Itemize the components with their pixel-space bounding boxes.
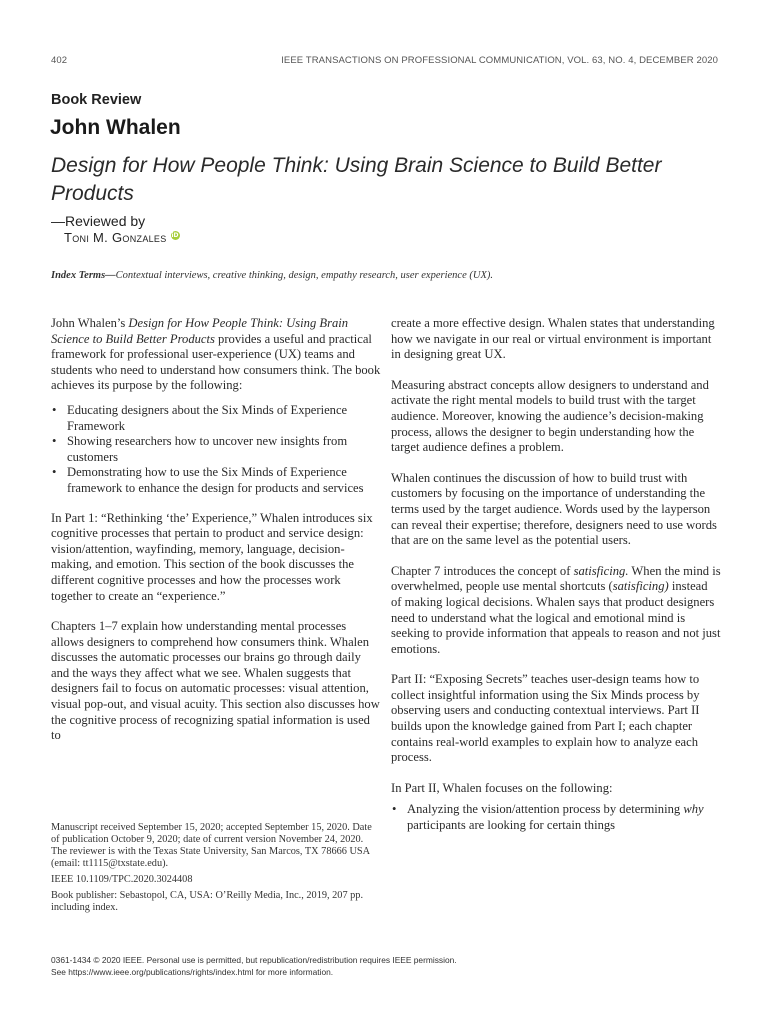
index-terms-label: Index Terms— (51, 270, 116, 281)
reviewer-name: Toni M. Gonzales (64, 230, 167, 245)
index-terms-text: Contextual interviews, creative thinking, design, empathy research, user experience (UX). (115, 270, 493, 281)
list-item (391, 802, 721, 833)
bullet-list (51, 403, 381, 497)
index-terms (51, 270, 721, 281)
text-run: Chapter 7 introduces the concept of (391, 563, 574, 578)
list-item-text: Educating designers about the Six Minds of Experience Framework (67, 402, 348, 433)
bullet-icon: • (392, 802, 397, 817)
book-title: Design for How People Think: Using Brain Science to Build Better Products (51, 154, 662, 205)
reviewed-by-label: —Reviewed by (51, 213, 146, 229)
paragraph: Measuring abstract concepts allow designers to understand and activate the right mental models to build trust with the target audience. Moreover, knowing the audience’s decision-making process, allows the designer to begin understanding how the target audience defines a problem. (391, 377, 709, 455)
term-italic: satisficing. (573, 563, 629, 578)
copyright-notice (51, 954, 731, 978)
footnotes (51, 822, 381, 918)
orcid-icon[interactable]: iD (171, 232, 179, 239)
paragraph (51, 316, 381, 394)
copyright-line: 0361-1434 © 2020 IEEE. Personal use is permitted, but republication/redistribution requires IEEE permission. (51, 955, 457, 965)
emphasis: why (683, 802, 704, 817)
text-run: instead of making logical decisions. Whalen says that product designers need to understand what the logical and emotional mind is seeking to provide information that appeals to reason and not just emotions. (391, 579, 721, 656)
journal-citation: IEEE TRANSACTIONS ON PROFESSIONAL COMMUNICATION, VOL. 63, NO. 4, DECEMBER 2020 (281, 55, 718, 66)
right-column (391, 316, 721, 834)
book-author: John Whalen (50, 116, 181, 139)
rights-link-line[interactable]: See https://www.ieee.org/publications/rights/index.html for more information. (51, 967, 334, 977)
list-item (51, 403, 381, 434)
list-item (51, 434, 381, 465)
list-item-text: participants are looking for certain things (407, 818, 616, 833)
running-head (51, 55, 718, 66)
text-run: provides a useful and practical framework for professional user-experience (UX) teams and students who need to understand how consumers think. The book achieves its purpose by the following: (51, 331, 381, 393)
page-number: 402 (51, 55, 68, 66)
book-title-inline: Design for How People Think: Using Brain Science to Build Better Products (51, 316, 349, 346)
paragraph: Part II: “Exposing Secrets” teaches user-design teams how to collect insightful information using the Six Minds process by observing users and conducting contextual interviews. Part II builds upon the knowledge gained from Part I; each chapter contains real-world examples to explain how to analyze each process. (391, 672, 700, 765)
bullet-icon: • (52, 434, 57, 449)
text-run: When the mind is overwhelmed, people use mental shortcuts ( (391, 563, 721, 594)
paragraph: In Part 1: “Rethinking ‘the’ Experience,” Whalen introduces six cognitive processes that pertain to product and service design: vision/attention, wayfinding, memory, language, decision-making, and emotion. This section of the book discusses the different cognitive processes and how the processes work together to create an “experience.” (51, 510, 373, 603)
list-item-text: Demonstrating how to use the Six Minds of Experience framework to enhance the design for products and services (67, 465, 364, 495)
text-run: John Whalen’s (51, 316, 129, 330)
bullet-list (391, 802, 721, 833)
reviewer (64, 230, 180, 245)
section-label: Book Review (51, 92, 142, 108)
footnote-publisher: Book publisher: Sebastopol, CA, USA: O’Reilly Media, Inc., 2019, 207 pp. including index. (51, 890, 364, 913)
footnote-doi: IEEE 10.1109/TPC.2020.3024408 (51, 874, 193, 885)
footnote-manuscript: Manuscript received September 15, 2020; accepted September 15, 2020. Date of publication October 9, 2020; date of current version November 24, 2020. (51, 822, 372, 845)
bullet-icon: • (52, 402, 57, 417)
list-item-text: Analyzing the vision/attention process by determining (407, 802, 684, 817)
list-item (51, 465, 381, 496)
paragraph (391, 564, 721, 658)
term-italic: satisficing) (612, 579, 669, 594)
footnote-affiliation: The reviewer is with the Texas State University, San Marcos, TX 78666 USA (email: tt1115@txstate.edu). (51, 846, 370, 869)
paragraph: create a more effective design. Whalen states that understanding how we navigate in our real or virtual environment is important in designing great UX. (391, 316, 715, 362)
bullet-icon: • (52, 465, 57, 480)
paragraph: Chapters 1–7 explain how understanding mental processes allows designers to comprehend how consumers think. Whalen discusses the automatic processes our brains go through daily and the ways they affect what we see. Whalen suggests that designers fail to focus on automatic processes: visual attention, visual pop-out, and visual acuity. This section also discusses how the cognitive process of recognizing spatial information is used to (51, 619, 380, 743)
left-column (51, 316, 381, 759)
paragraph: Whalen continues the discussion of how to build trust with customers by focusing on the importance of understanding the terms used by the target audience. Words used by the layperson can reveal their expertise; therefore, designers need to use words that are on the same level as the potential users. (391, 470, 717, 548)
paragraph: In Part II, Whalen focuses on the following: (391, 780, 613, 795)
list-item-text: Showing researchers how to uncover new insights from customers (67, 434, 348, 464)
